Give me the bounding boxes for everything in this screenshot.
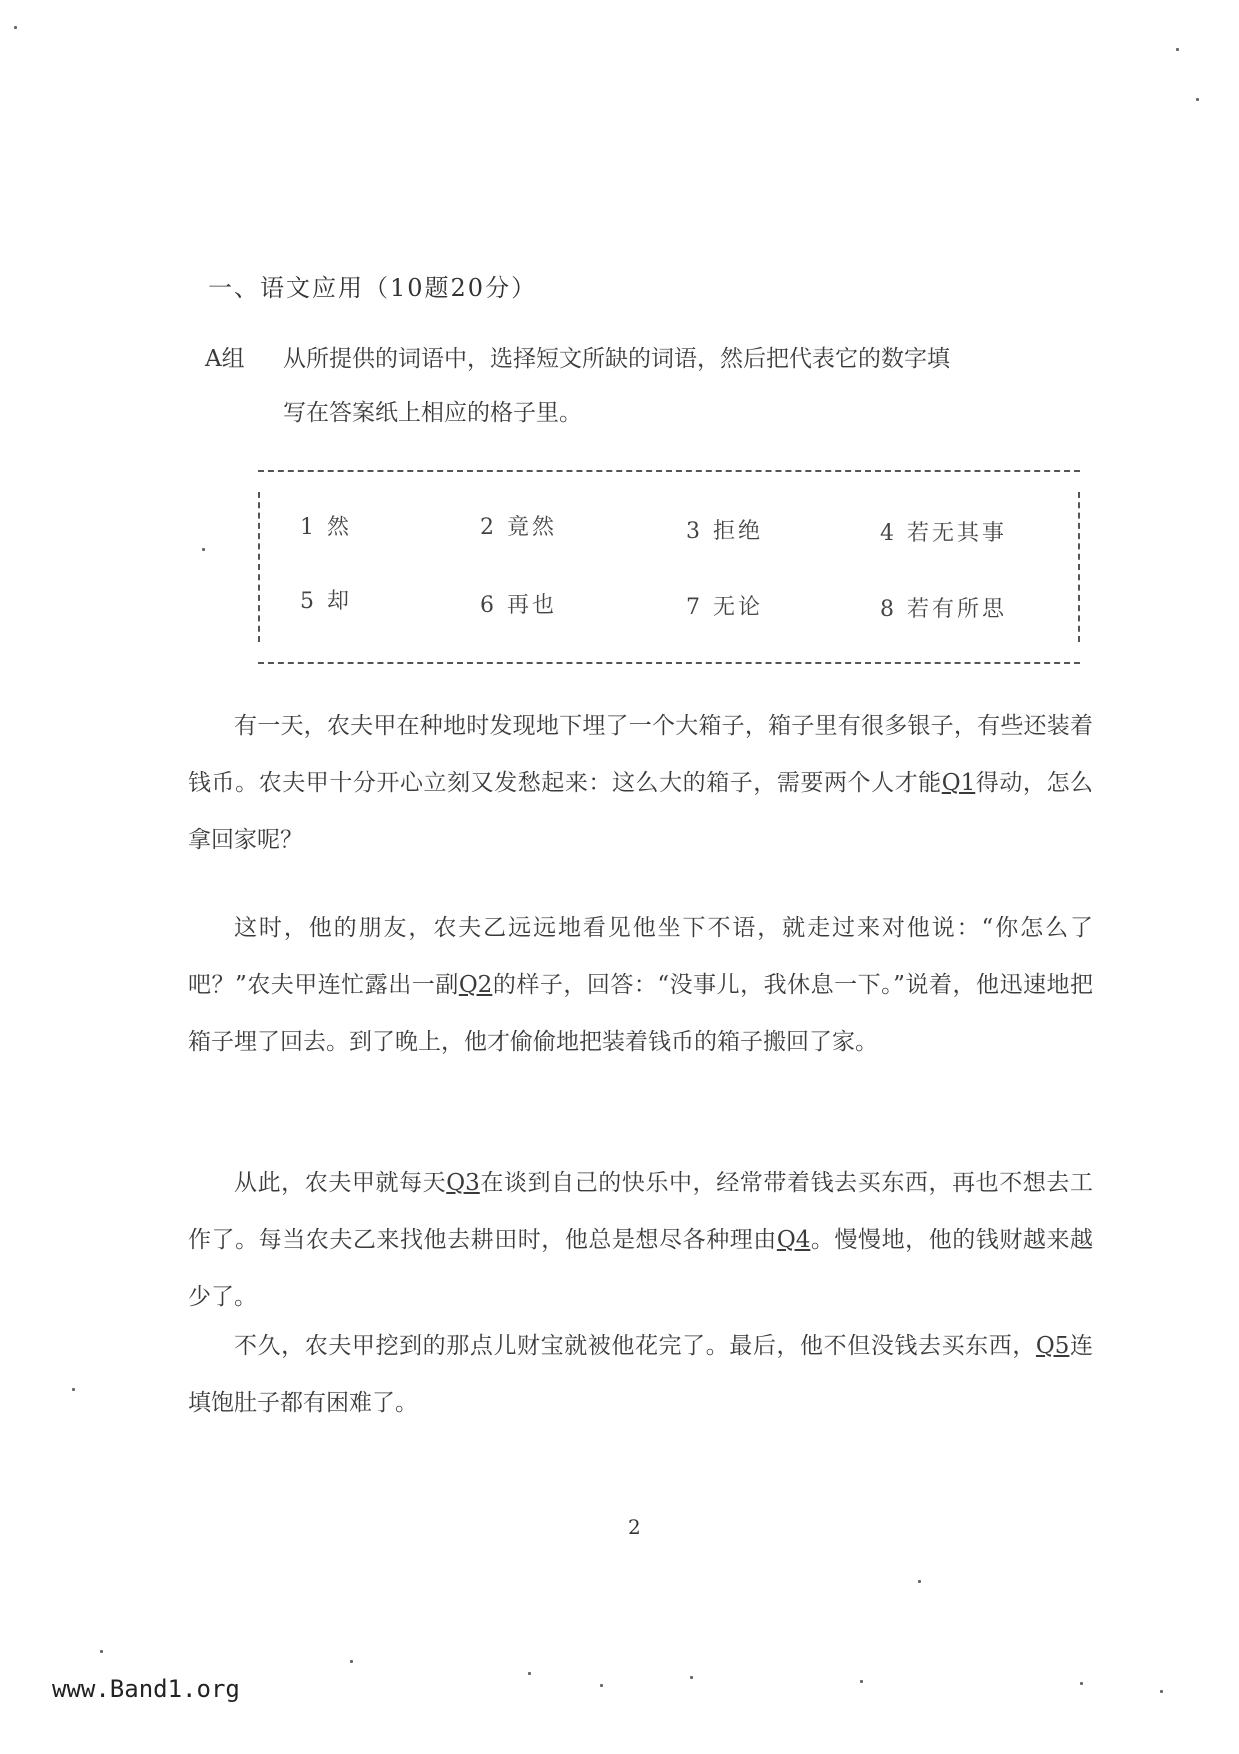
blank-q4: Q4 <box>776 1227 811 1253</box>
paragraph-text: 这时，他的朋友，农夫乙远远地看见他坐下不语，就走过来对他说：“你怎么了吧？”农夫甲连忙露出一副 <box>188 915 1093 998</box>
passage-paragraph-4 <box>188 1318 1093 1432</box>
scan-speck <box>14 26 17 29</box>
paragraph-text: 不久，农夫甲挖到的那点儿财宝就被他花完了。最后，他不但没钱去买东西， <box>234 1333 1036 1359</box>
word-option-1: 1 然 <box>300 515 352 540</box>
word-option-5: 5 却 <box>300 589 352 614</box>
scan-speck <box>860 1680 863 1683</box>
section-title: 一、语文应用（10题20分） <box>208 274 538 302</box>
scan-speck <box>1196 98 1199 101</box>
instruction-line-2: 写在答案纸上相应的格子里。 <box>283 400 582 426</box>
blank-q5: Q5 <box>1035 1333 1070 1359</box>
scan-speck <box>918 1580 921 1583</box>
scan-speck <box>202 548 205 551</box>
part-a-instruction <box>205 332 1135 440</box>
scan-speck <box>350 1660 353 1663</box>
scan-speck <box>690 1676 693 1679</box>
part-a-label: A组 <box>205 346 245 372</box>
paragraph-text: 。慢慢地，他的钱财越来越少了。 <box>188 1227 1094 1310</box>
blank-q2: Q2 <box>458 972 493 998</box>
word-option-4: 4 若无其事 <box>880 521 1007 546</box>
scan-speck <box>600 1684 603 1687</box>
page-number: 2 <box>628 1515 641 1539</box>
scan-speck <box>528 1672 531 1675</box>
blank-q1: Q1 <box>941 770 976 796</box>
paragraph-text: 在谈到自己的快乐中，经常带着钱去买东西，再也不想去工作了。每当农夫乙来找他去耕田时，他总是想尽各种理由 <box>188 1170 1094 1253</box>
word-option-2: 2 竟然 <box>480 515 557 540</box>
paragraph-text: 连填饱肚子都有困难了。 <box>188 1333 1094 1416</box>
paragraph-text: 从此，农夫甲就每天 <box>234 1170 447 1196</box>
word-option-3: 3 拒绝 <box>686 519 763 544</box>
scan-speck <box>72 1388 75 1391</box>
paragraph-text: 有一天，农夫甲在种地时发现地下埋了一个大箱子，箱子里有很多银子，有些还装着钱币。农夫甲十分开心立刻又发愁起来：这么大的箱子，需要两个人才能 <box>188 713 1093 796</box>
blank-q3: Q3 <box>446 1170 480 1196</box>
passage-paragraph-2 <box>188 900 1093 1071</box>
scan-speck <box>100 1650 103 1653</box>
word-option-8: 8 若有所思 <box>880 597 1007 622</box>
passage-paragraph-1 <box>188 698 1093 869</box>
instruction-line-1: 从所提供的词语中，选择短文所缺的词语，然后把代表它的数字填 <box>283 346 950 372</box>
word-option-6: 6 再也 <box>480 593 557 618</box>
paragraph-text: 的样子，回答：“没事儿，我休息一下。”说着，他迅速地把箱子埋了回去。到了晚上，他才偷偷地把装着钱币的箱子搬回了家。 <box>188 972 1093 1055</box>
scan-speck <box>1080 1682 1083 1685</box>
footer-url: www.Band1.org <box>52 1675 240 1703</box>
word-options-box <box>258 470 1080 664</box>
paragraph-text: 得动，怎么拿回家呢？ <box>188 770 1094 853</box>
passage-paragraph-3 <box>188 1155 1093 1326</box>
word-option-7: 7 无论 <box>686 595 763 620</box>
scan-speck <box>1176 48 1179 51</box>
scan-speck <box>1160 1690 1163 1693</box>
